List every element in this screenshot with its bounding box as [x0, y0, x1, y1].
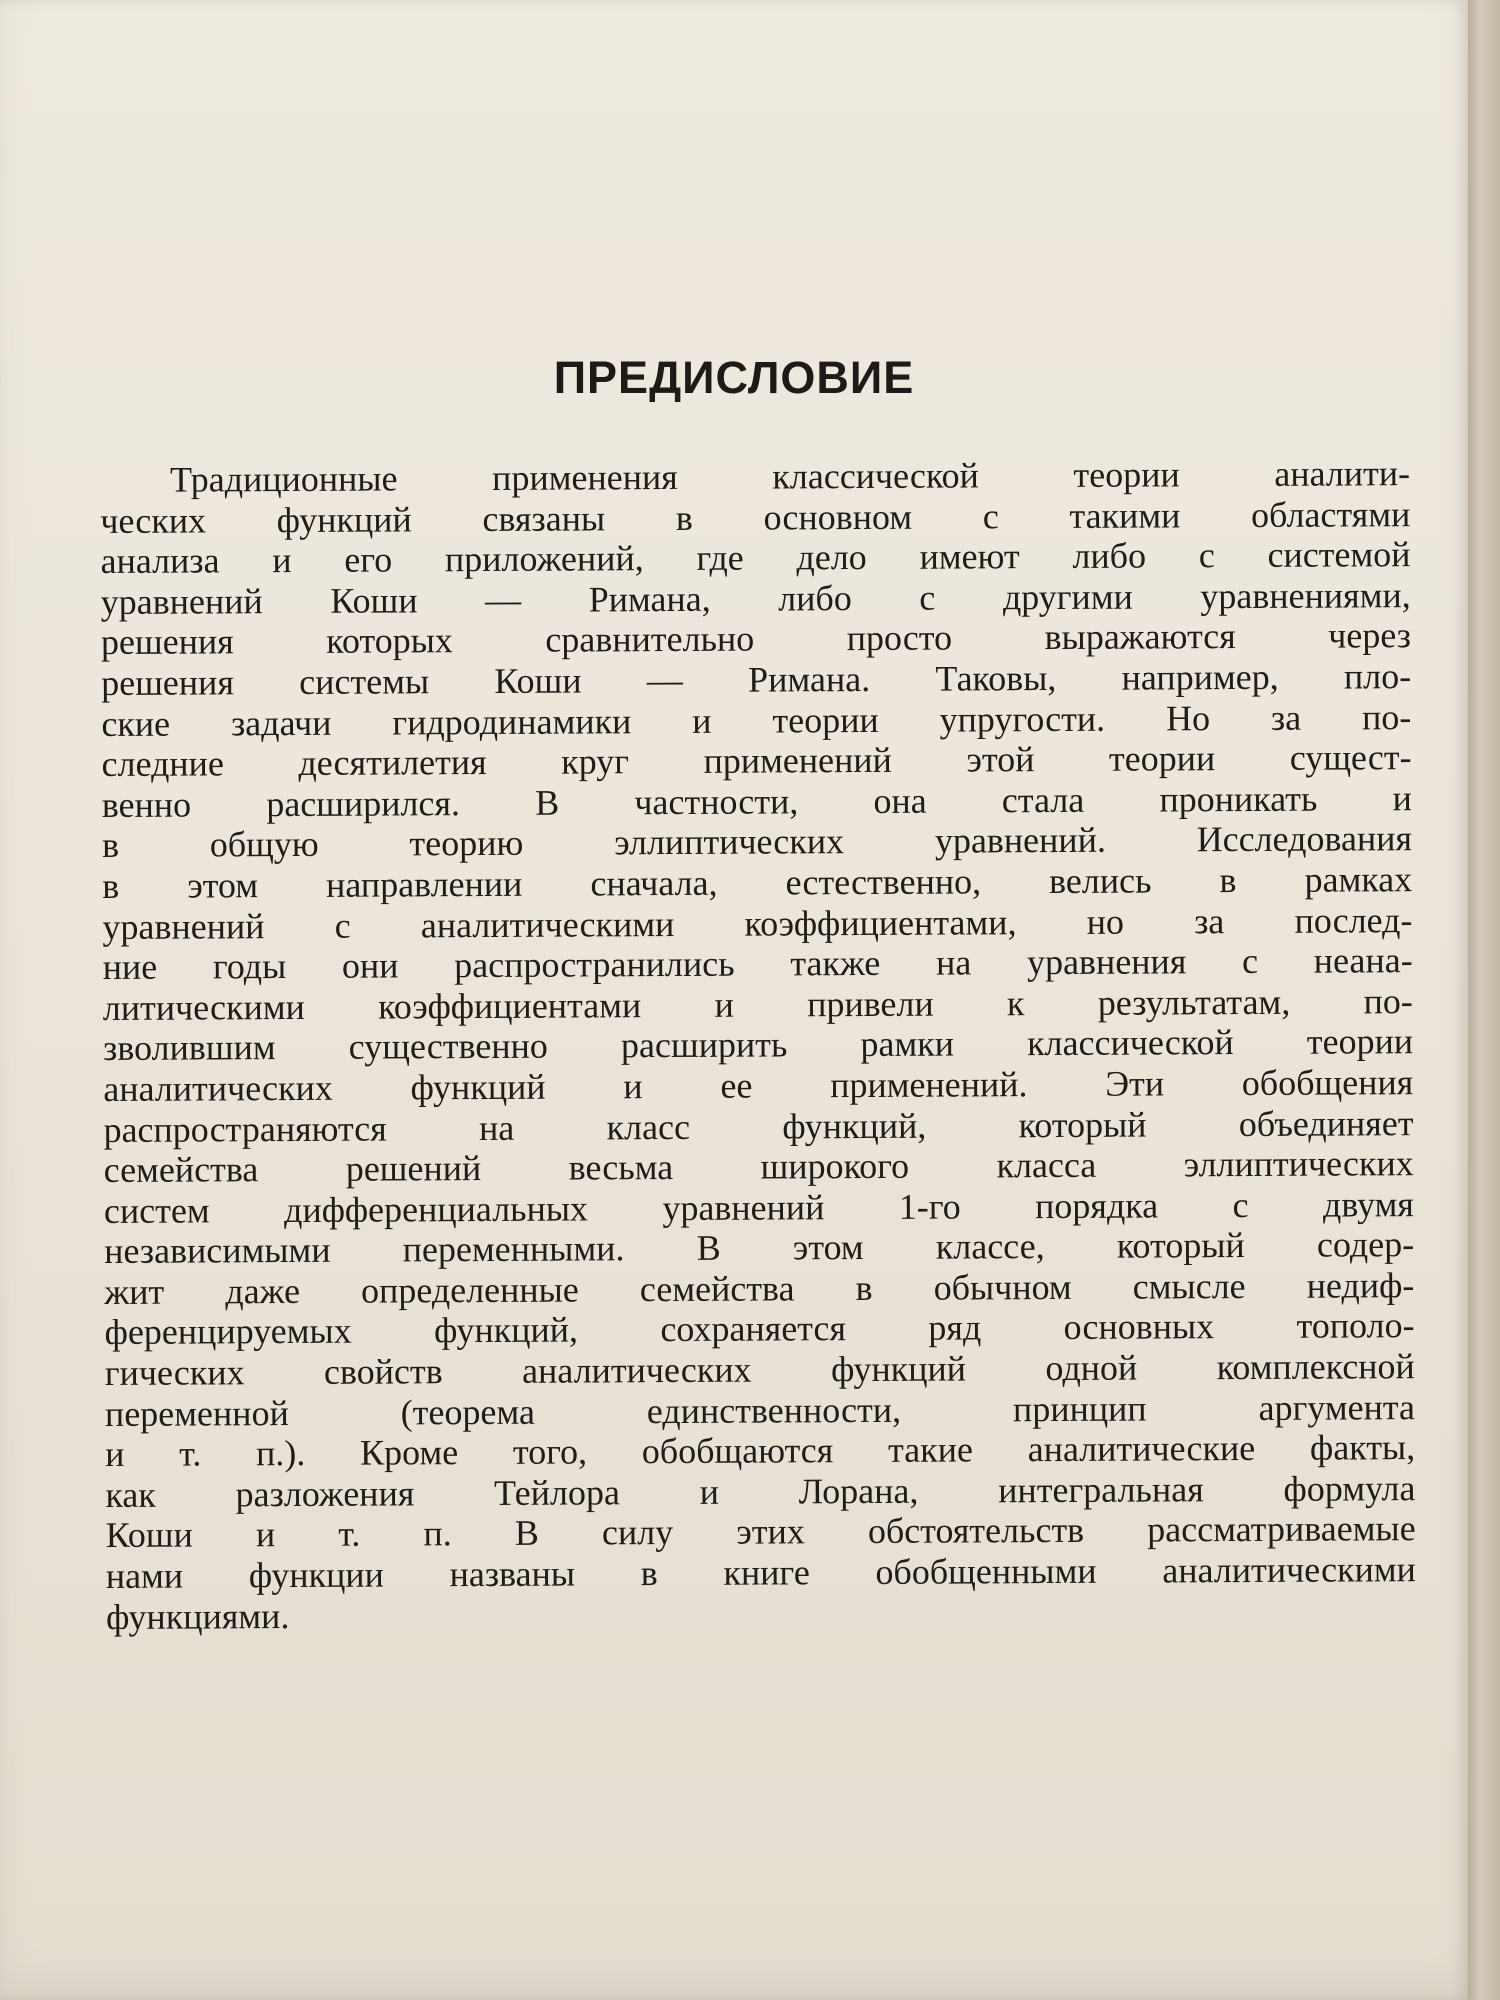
text-line: нами функции названы в книге обобщенными аналитическими [105, 1549, 1416, 1597]
text-line: решения системы Коши — Римана. Таковы, например, пло- [101, 656, 1412, 703]
text-line: ские задачи гидродинамики и теории упругости. Но за по- [101, 696, 1412, 744]
text-line: уравнений Коши — Римана, либо с другими уравнениями, [100, 574, 1411, 622]
text-line: функциями. [105, 1595, 290, 1637]
text-line: ческих функций связаны в основном с такими областями [100, 493, 1411, 541]
text-line: в общую теорию эллиптических уравнений. Исследования [101, 818, 1413, 866]
text-line: литическими коэффициентами и привели к результатам, по- [102, 980, 1413, 1028]
text-line: жит даже определенные семейства в обычном смысле недиф- [104, 1265, 1415, 1312]
text-line: как разложения Тейлора и Лорана, интегральная формула [105, 1467, 1416, 1515]
text-line: Коши и т. п. В силу этих обстоятельств рассматриваемые [105, 1508, 1416, 1556]
preface-paragraph [100, 453, 1416, 1637]
text-line: систем дифференциальных уравнений 1-го порядка с двумя [103, 1183, 1415, 1231]
text-line: и т. п.). Кроме того, обобщаются такие аналитические факты, [105, 1427, 1416, 1475]
text-line: гических свойств аналитических функций одной комплексной [104, 1346, 1415, 1394]
text-line: переменной (теорема единственности, принцип аргумента [104, 1386, 1416, 1434]
text-line: зволившим существенно расширить рамки классической теории [102, 1021, 1414, 1069]
text-line: ние годы они распространились также на уравнения с неана- [102, 940, 1413, 988]
text-line: решения которых сравнительно просто выражаются через [100, 615, 1412, 663]
text-line: распространяются на класс функций, который объединяет [103, 1102, 1414, 1150]
text-line: уравнений с аналитическими коэффициентами, но за послед- [102, 899, 1413, 947]
text-line: независимыми переменными. В этом классе, который содер- [104, 1224, 1415, 1272]
text-line: венно расширился. В частности, она стала проникать и [101, 777, 1412, 825]
text-line: семейства решений весьма широкого класса эллиптических [103, 1143, 1414, 1191]
page-edge [1468, 0, 1500, 2000]
text-line: в этом направлении сначала, естественно, велись в рамках [102, 859, 1413, 906]
text-line: следние десятилетия круг применений этой теории сущест- [101, 737, 1412, 785]
text-line: Традиционные применения классической теории аналити- [169, 453, 1411, 500]
text-line: анализа и его приложений, где дело имеют либо с системой [100, 534, 1411, 582]
text-line: ференцируемых функций, сохраняется ряд основных тополо- [104, 1305, 1415, 1353]
text-line: аналитических функций и ее применений. Эти обобщения [103, 1062, 1414, 1109]
page-heading: ПРЕДИСЛОВИЕ [553, 352, 915, 403]
